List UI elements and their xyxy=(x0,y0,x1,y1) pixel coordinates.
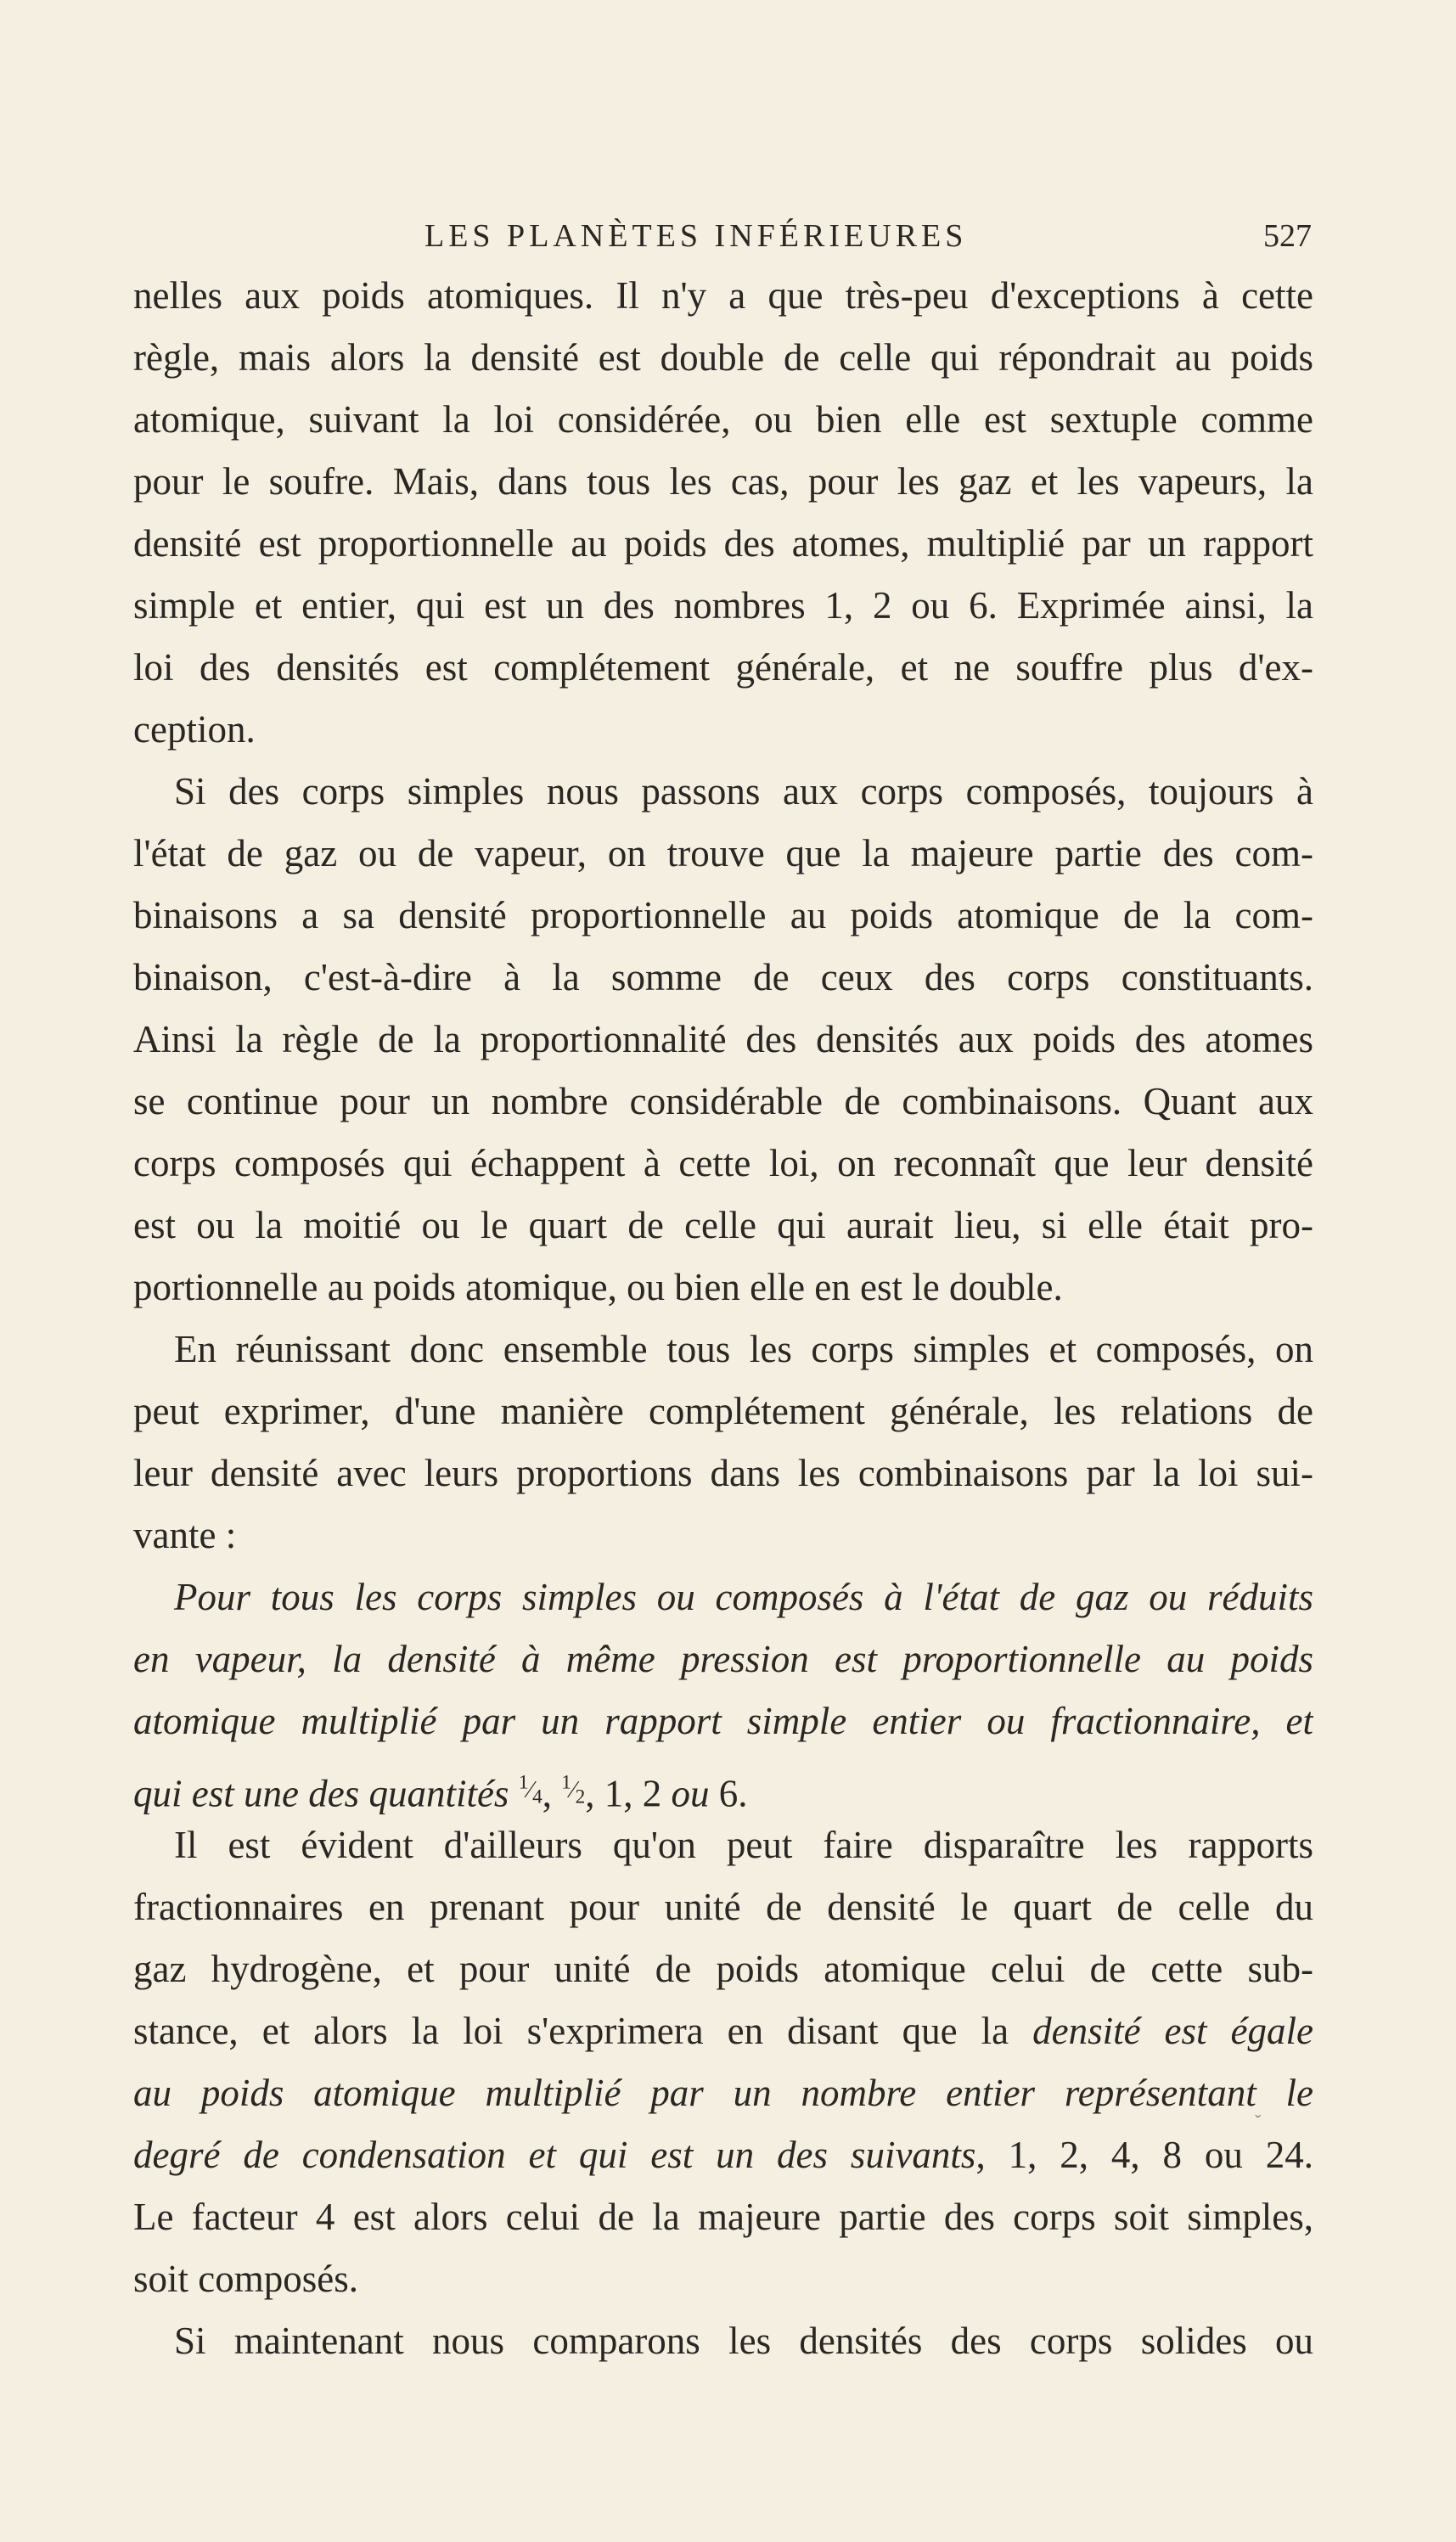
fraction-numerator: 1 xyxy=(561,1772,571,1794)
paragraph-start-line: Si des corps simples nous passons aux corps composés, toujours à xyxy=(174,770,1313,813)
text-line: ception. xyxy=(133,708,256,751)
running-title: LES PLANÈTES INFÉRIEURES xyxy=(424,218,968,254)
text-line: vante : xyxy=(133,1514,237,1556)
text-line: Ainsi la règle de la proportionnalité des densités aux poids des atomes xyxy=(133,1018,1313,1060)
law-values: , 1, 2 xyxy=(585,1772,672,1814)
body-text xyxy=(133,265,1313,2372)
text-line xyxy=(133,2124,1313,2186)
fraction-numerator: 1 xyxy=(518,1772,529,1794)
text-segment: , 1, 2, 4, 8 ou 24. xyxy=(975,2134,1313,2176)
text-line: Le facteur 4 est alors celui de la majeure partie des corps soit simples, xyxy=(133,2196,1313,2238)
paragraph-start-line: Il est évident d'ailleurs qu'on peut faire disparaître les rapports xyxy=(174,1824,1313,1866)
text-line: règle, mais alors la densité est double de celle qui répondrait au poids xyxy=(133,336,1313,379)
text-line: binaisons a sa densité proportionnelle au poids atomique de la com- xyxy=(133,894,1313,936)
law-statement-line: atomique multiplié par un rapport simple entier ou fractionnaire, et xyxy=(133,1700,1313,1742)
text-line: densité est proportionnelle au poids des atomes, multiplié par un rapport xyxy=(133,522,1313,565)
running-head xyxy=(424,211,1312,262)
text-line: est ou la moitié ou le quart de celle qui aurait lieu, si elle était pro- xyxy=(133,1204,1313,1246)
paragraph-start-line: Si maintenant nous comparons les densités des corps solides ou xyxy=(174,2320,1313,2362)
law-statement-line: Pour tous les corps simples ou composés à l'état de gaz ou réduits xyxy=(174,1576,1313,1618)
text-line: gaz hydrogène, et pour unité de poids atomique celui de cette sub- xyxy=(133,1948,1313,1990)
text-line: corps composés qui échappent à cette loi, on reconnaît que leur densité xyxy=(133,1142,1313,1184)
emphasis-text: densité est égale xyxy=(1032,2010,1313,2052)
text-line: pour le soufre. Mais, dans tous les cas, pour les gaz et les vapeurs, la xyxy=(133,460,1313,503)
text-line: portionnelle au poids atomique, ou bien elle en est le double. xyxy=(133,1266,1063,1308)
text-line: leur densité avec leurs proportions dans les combinaisons par la loi sui- xyxy=(133,1452,1313,1494)
law-or-word: ou xyxy=(671,1772,710,1814)
law-last-value: 6. xyxy=(709,1772,748,1814)
law-statement-text: qui est une des quantités xyxy=(133,1772,519,1814)
emphasis-line: au poids atomique multiplié par un nombre entier représentant le xyxy=(133,2072,1313,2114)
text-line: fractionnaires en prenant pour unité de densité le quart de celle du xyxy=(133,1886,1313,1928)
paragraph-start-line: En réunissant donc ensemble tous les corps simples et composés, on xyxy=(174,1328,1313,1370)
text-line: loi des densités est complétement générale, et ne souffre plus d'ex- xyxy=(133,646,1313,689)
text-line: atomique, suivant la loi considérée, ou bien elle est sextuple comme xyxy=(133,398,1313,441)
page-number: 527 xyxy=(1263,218,1312,254)
fraction-one-quarter: 1⁄4 xyxy=(518,1772,542,1808)
text-line: binaison, c'est-à-dire à la somme de ceux des corps constituants. xyxy=(133,956,1313,998)
emphasis-text: degré de condensation et qui est un des suivants xyxy=(133,2134,976,2176)
text-line: se continue pour un nombre considérable de combinaisons. Quant aux xyxy=(133,1080,1313,1122)
text-line: peut exprimer, d'une manière complétement générale, les relations de xyxy=(133,1390,1313,1432)
fraction-denominator: 2 xyxy=(575,1786,586,1808)
text-line: soit composés. xyxy=(133,2258,358,2300)
fraction-denominator: 4 xyxy=(532,1786,542,1808)
text-line xyxy=(133,2000,1313,2062)
text-segment: stance, et alors la loi s'exprimera en disant que la xyxy=(133,2010,1033,2052)
marginal-mark: ˇ xyxy=(1255,2111,1262,2132)
text-line: l'état de gaz ou de vapeur, on trouve que la majeure partie des com- xyxy=(133,832,1313,875)
fraction-one-half: 1⁄2 xyxy=(561,1772,586,1808)
law-statement-line: qui est une des quantités $^{^1⁄_4}$, $^{^1⁄_2}$, 1, 2 ou 6. xyxy=(133,1772,748,1814)
text-line: simple et entier, qui est un des nombres 1, 2 ou 6. Exprimée ainsi, la xyxy=(133,584,1313,627)
law-statement-line: en vapeur, la densité à même pression est proportionnelle au poids xyxy=(133,1638,1313,1680)
text-line: nelles aux poids atomiques. Il n'y a que très-peu d'exceptions à cette xyxy=(133,274,1313,317)
